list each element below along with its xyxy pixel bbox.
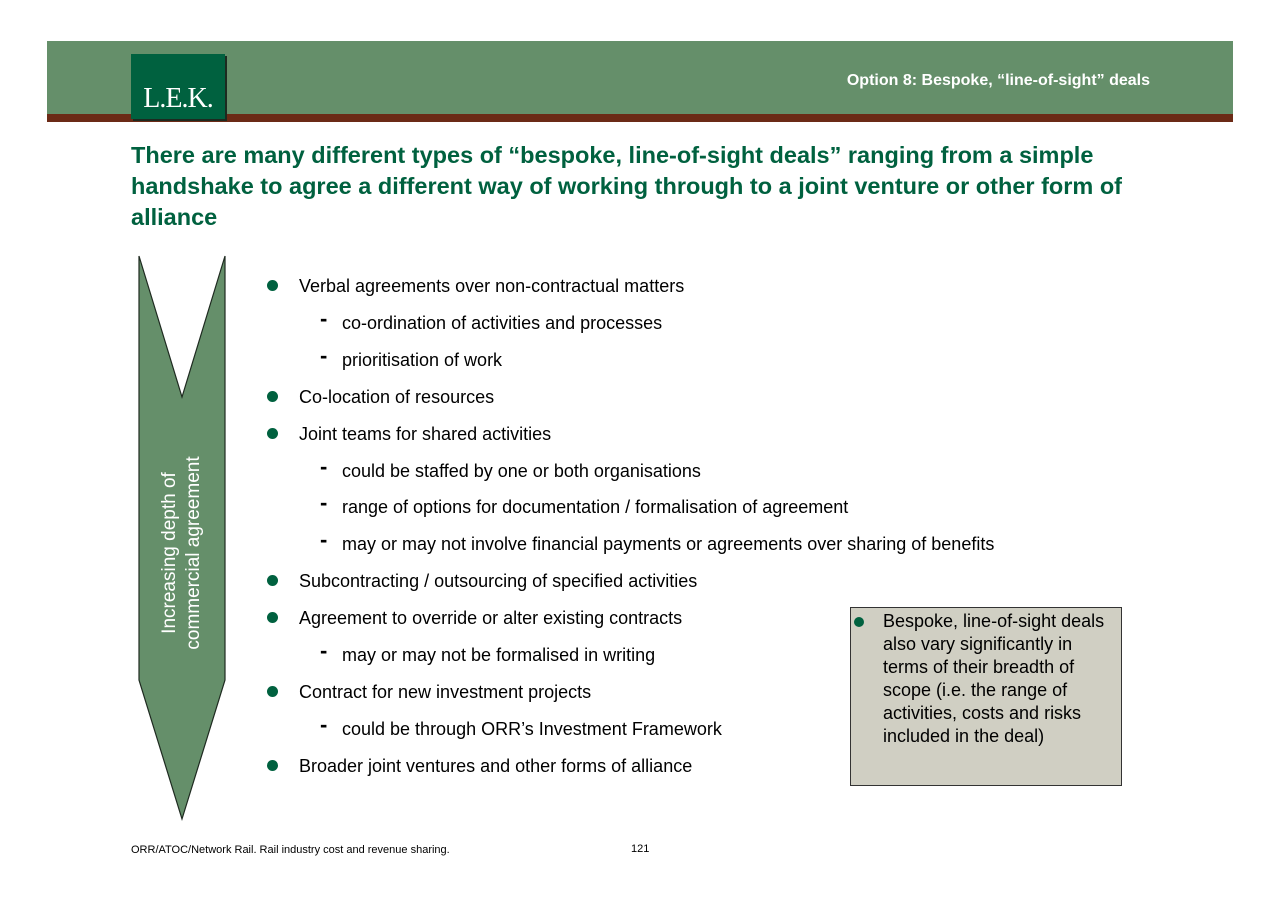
- bullet-text: may or may not be formalised in writing: [342, 645, 656, 665]
- bullet-dot-icon: [267, 575, 278, 586]
- bullet-item: [299, 755, 692, 777]
- bullet-item: [299, 570, 697, 592]
- sub-bullet-item: [320, 305, 663, 334]
- bullet-dot-icon: [267, 280, 278, 291]
- arrow-label-line2: commercial agreement: [183, 456, 204, 650]
- dash-icon: -: [320, 305, 328, 331]
- bullet-text: Broader joint ventures and other forms of alliance: [299, 755, 693, 776]
- dash-icon: -: [320, 638, 328, 663]
- page-number: 121: [631, 843, 650, 855]
- bullet-dot-icon: [267, 391, 278, 402]
- dash-icon: -: [320, 490, 328, 516]
- scope-callout: [850, 607, 1122, 786]
- bullet-text: prioritisation of work: [342, 349, 503, 370]
- bullet-text: co-ordination of activities and processes: [342, 312, 663, 333]
- bullet-text: Agreement to override or alter existing contracts: [299, 608, 683, 629]
- logo-text: L.E.K.: [143, 83, 213, 114]
- lek-logo: [131, 54, 225, 119]
- arrow-label-line1: Increasing depth of: [159, 472, 180, 634]
- callout-text: Bespoke, line-of-sight deals also vary significantly in terms of their breadth of scope (i.e. the range of activities, costs and risks included in the deal): [883, 611, 1105, 746]
- bullet-text: Verbal agreements over non-contractual matters: [299, 276, 685, 296]
- bullet-text: Joint teams for shared activities: [299, 423, 552, 444]
- bullet-text: range of options for documentation / formalisation of agreement: [342, 497, 849, 518]
- bullet-dot-icon: [267, 760, 278, 771]
- sub-bullet-item: [320, 490, 849, 518]
- sub-bullet-item: [320, 453, 701, 482]
- bullet-item: [299, 607, 682, 629]
- dash-icon: -: [320, 453, 328, 479]
- bullet-item: [299, 681, 591, 703]
- sub-bullet-item: [320, 342, 503, 371]
- bullet-text: Co-location of resources: [299, 386, 495, 407]
- bullet-text: could be through ORR’s Investment Framework: [342, 718, 722, 739]
- bullet-text: Subcontracting / outsourcing of specified activities: [299, 571, 698, 592]
- dash-icon: -: [320, 527, 328, 553]
- slide-headline: There are many different types of “bespoke, line-of-sight deals” ranging from a simple handshake to agree a different way of working through to a joint venture or other form of alliance: [131, 142, 1123, 230]
- bullet-dot-icon: [267, 686, 278, 697]
- bullet-item: [299, 275, 684, 297]
- bullet-item: [299, 386, 494, 408]
- bullet-dot-icon: [267, 612, 278, 623]
- dash-icon: -: [320, 342, 328, 368]
- sub-bullet-item: [320, 527, 995, 555]
- section-title: Option 8: Bespoke, “line-of-sight” deals: [846, 72, 1150, 89]
- footer-source: ORR/ATOC/Network Rail. Rail industry cost and revenue sharing.: [131, 844, 450, 856]
- sub-bullet-item: [320, 711, 722, 740]
- bullet-text: may or may not involve financial payments or agreements over sharing of benefits: [342, 534, 995, 555]
- dash-icon: -: [320, 711, 328, 737]
- arrow-label: [158, 388, 206, 718]
- bullet-text: could be staffed by one or both organisations: [342, 460, 701, 481]
- bullet-dot-icon: [267, 428, 278, 439]
- callout-bullet-icon: [854, 617, 864, 627]
- bullet-item: [299, 423, 551, 445]
- bullet-text: Contract for new investment projects: [299, 681, 592, 702]
- sub-bullet-item: [320, 638, 656, 666]
